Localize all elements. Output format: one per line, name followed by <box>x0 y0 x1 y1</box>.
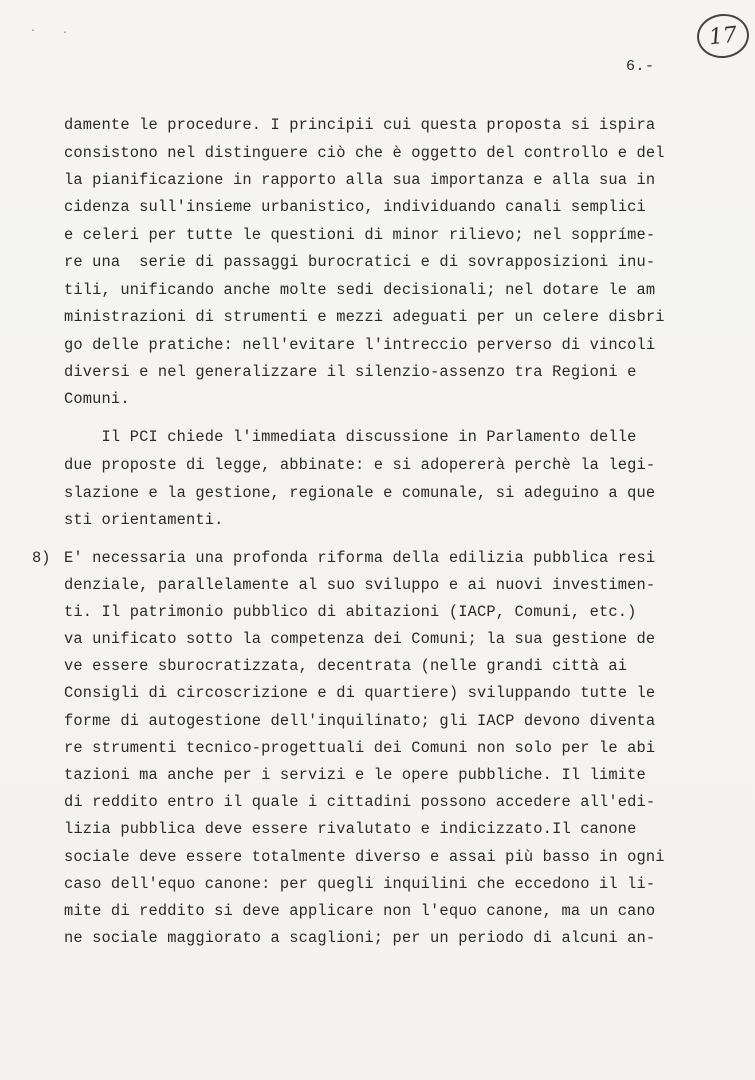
text-line: slazione e la gestione, regionale e comunale, si adeguino a que <box>64 484 656 502</box>
text-line: Comuni. <box>64 390 130 408</box>
list-item-marker: 8) <box>32 549 51 567</box>
text-line: ministrazioni di strumenti e mezzi adeguati per un celere disbri <box>64 308 665 326</box>
text-line: la pianificazione in rapporto alla sua importanza e alla sua in <box>64 171 656 189</box>
text-line: di reddito entro il quale i cittadini possono accedere all'edi- <box>64 793 656 811</box>
text-line: e celeri per tutte le questioni di minor rilievo; nel soppríme- <box>64 226 656 244</box>
text-line: denziale, parallelamente al suo sviluppo e ai nuovi investimen- <box>64 576 656 594</box>
text-line: sociale deve essere totalmente diverso e assai più basso in ogni <box>64 848 665 866</box>
text-line: caso dell'equo canone: per quegli inquilini che eccedono il li- <box>64 875 656 893</box>
text-line: re strumenti tecnico-progettuali dei Comuni non solo per le abi <box>64 739 656 757</box>
text-line: re una serie di passaggi burocratici e di sovrapposizioni inu- <box>64 253 656 271</box>
text-line: tili, unificando anche molte sedi decisionali; nel dotare le am <box>64 281 656 299</box>
text-line: E' necessaria una profonda riforma della edilizia pubblica resi <box>64 549 656 567</box>
text-line: damente le procedure. I principii cui questa proposta si ispira <box>64 116 656 134</box>
text-line: tazioni ma anche per i servizi e le opere pubbliche. Il limite <box>64 766 646 784</box>
page-number: 6.- <box>626 58 655 75</box>
text-line: Consigli di circoscrizione e di quartiere) sviluppando tutte le <box>64 684 656 702</box>
text-line: cidenza sull'insieme urbanistico, individuando canali semplici <box>64 198 646 216</box>
text-line: ne sociale maggiorato a scaglioni; per un periodo di alcuni an- <box>64 929 656 947</box>
text-line: forme di autogestione dell'inquilinato; gli IACP devono diventa <box>64 712 656 730</box>
scan-specks: · . <box>30 26 79 37</box>
text-line: go delle pratiche: nell'evitare l'intreccio perverso di vincoli <box>64 336 656 354</box>
text-line: diversi e nel generalizzare il silenzio-assenzo tra Regioni e <box>64 363 637 381</box>
text-line: lizia pubblica deve essere rivalutato e indicizzato.Il canone <box>64 820 637 838</box>
text-line: due proposte di legge, abbinate: e si adopererà perchè la legi- <box>64 456 656 474</box>
text-line: va unificato sotto la competenza dei Comuni; la sua gestione de <box>64 630 656 648</box>
text-line: sti orientamenti. <box>64 511 224 529</box>
page-stamp: 17 <box>695 11 751 60</box>
text-line: mite di reddito si deve applicare non l'equo canone, ma un cano <box>64 902 656 920</box>
text-line: ti. Il patrimonio pubblico di abitazioni (IACP, Comuni, etc.) <box>64 603 637 621</box>
text-line: consistono nel distinguere ciò che è oggetto del controllo e del <box>64 144 665 162</box>
text-line: Il PCI chiede l'immediata discussione in Parlamento delle <box>64 428 637 446</box>
text-line: ve essere sburocratizzata, decentrata (nelle grandi città ai <box>64 657 628 675</box>
